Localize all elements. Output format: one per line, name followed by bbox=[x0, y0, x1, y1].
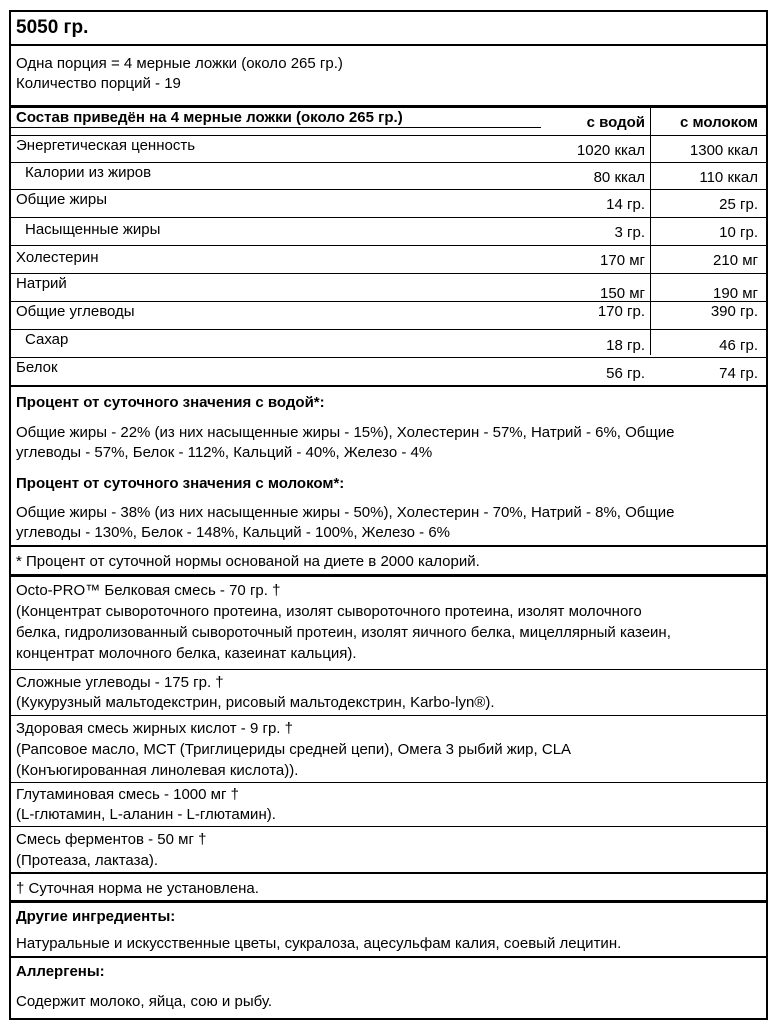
value-milk: 10 гр. bbox=[719, 224, 758, 241]
table-row bbox=[11, 136, 766, 163]
blend-line: (Рапсовое масло, MCT (Триглицериды средней цепи), Омега 3 рыбий жир, CLA bbox=[16, 741, 572, 758]
nutrient-label: Белок bbox=[16, 359, 58, 376]
value-water: 18 гр. bbox=[606, 337, 645, 354]
value-water: 56 гр. bbox=[606, 365, 645, 382]
table-row bbox=[11, 330, 766, 358]
serving-size: Одна порция = 4 мерные ложки (около 265 гр.) bbox=[16, 55, 343, 72]
nutrition-facts-panel bbox=[9, 10, 768, 1020]
other-ingredients bbox=[11, 903, 766, 958]
blend-line: (Конъюгированная линолевая кислота)). bbox=[16, 762, 299, 779]
blend-line: (Протеаза, лактаза). bbox=[16, 852, 158, 869]
allergens-heading: Аллергены: bbox=[16, 963, 105, 980]
servings-count: Количество порций - 19 bbox=[16, 75, 181, 92]
table-row bbox=[11, 163, 766, 190]
daily-milk-line: Общие жиры - 38% (из них насыщенные жиры - 50%), Холестерин - 70%, Натрий - 8%, Общие bbox=[16, 504, 675, 521]
value-milk: 1300 ккал bbox=[689, 142, 758, 159]
title-row bbox=[11, 12, 766, 46]
value-milk: 190 мг bbox=[713, 285, 758, 302]
table-row bbox=[11, 274, 766, 302]
blend-line: концентрат молочного белка, казеинат кальция). bbox=[16, 645, 357, 662]
daily-water-line: углеводы - 57%, Белок - 112%, Кальций - 40%, Железо - 4% bbox=[16, 444, 433, 461]
blend-line: (Концентрат сывороточного протеина, изолят сывороточного протеина, изолят молочного bbox=[16, 603, 642, 620]
table-row bbox=[11, 358, 766, 387]
product-weight: 5050 гр. bbox=[16, 17, 89, 38]
blend-block bbox=[11, 827, 766, 874]
blend-block bbox=[11, 670, 766, 716]
table-row bbox=[11, 302, 766, 330]
serving-info bbox=[11, 46, 766, 108]
nutrient-label: Энергетическая ценность bbox=[16, 137, 196, 154]
blend-block bbox=[11, 783, 766, 827]
nutrient-label: Насыщенные жиры bbox=[25, 221, 161, 238]
value-water: 150 мг bbox=[600, 285, 645, 302]
value-milk: 74 гр. bbox=[719, 365, 758, 382]
column-header-water: с водой bbox=[586, 114, 645, 131]
value-water: 170 мг bbox=[600, 252, 645, 269]
nutrient-label: Натрий bbox=[16, 275, 67, 292]
nutrient-label: Общие жиры bbox=[16, 191, 108, 208]
blend-line: Сложные углеводы - 175 гр. † bbox=[16, 674, 224, 691]
daily-milk-heading: Процент от суточного значения с молоком*: bbox=[16, 475, 345, 492]
value-milk: 110 ккал bbox=[699, 169, 758, 186]
allergens-text: Содержит молоко, яйца, сою и рыбу. bbox=[16, 993, 273, 1010]
column-header-milk: с молоком bbox=[679, 114, 758, 131]
footnote-star bbox=[11, 547, 766, 577]
daily-water-line: Общие жиры - 22% (из них насыщенные жиры - 15%), Холестерин - 57%, Натрий - 6%, Общие bbox=[16, 424, 675, 441]
table-row bbox=[11, 246, 766, 274]
value-water: 80 ккал bbox=[593, 169, 645, 186]
value-water: 3 гр. bbox=[614, 224, 645, 241]
blend-line: (L-глютамин, L-аланин - L-глютамин). bbox=[16, 806, 276, 823]
value-water: 14 гр. bbox=[606, 196, 645, 213]
table-row bbox=[11, 190, 766, 218]
value-water: 170 гр. bbox=[597, 303, 645, 320]
value-milk: 390 гр. bbox=[710, 303, 758, 320]
daily-milk-line: углеводы - 130%, Белок - 148%, Кальций - 100%, Железо - 6% bbox=[16, 524, 451, 541]
blend-block bbox=[11, 577, 766, 670]
value-milk: 25 гр. bbox=[719, 196, 758, 213]
nutrient-label: Калории из жиров bbox=[25, 164, 152, 181]
caption-underline bbox=[11, 127, 541, 128]
allergens bbox=[11, 958, 766, 1018]
value-water: 1020 ккал bbox=[576, 142, 645, 159]
table-header bbox=[11, 108, 766, 136]
value-milk: 210 мг bbox=[713, 252, 758, 269]
blend-line: Глутаминовая смесь - 1000 мг † bbox=[16, 786, 239, 803]
footnote-dagger bbox=[11, 874, 766, 903]
nutrient-label: Холестерин bbox=[16, 249, 99, 266]
blend-line: белка, гидролизованный сывороточный протеин, изолят яичного белка, мицеллярный казеин, bbox=[16, 624, 671, 641]
table-caption: Состав приведён на 4 мерные ложки (около 265 гр.) bbox=[16, 109, 403, 126]
other-ingredients-heading: Другие ингредиенты: bbox=[16, 908, 176, 925]
other-ingredients-text: Натуральные и искусственные цветы, сукралоза, ацесульфам калия, соевый лецитин. bbox=[16, 935, 622, 952]
footnote-dagger-text: † Суточная норма не установлена. bbox=[16, 880, 259, 897]
daily-value-section bbox=[11, 387, 766, 547]
nutrient-label: Общие углеводы bbox=[16, 303, 135, 320]
blend-block bbox=[11, 716, 766, 783]
blend-line: Смесь ферментов - 50 мг † bbox=[16, 831, 207, 848]
table-row bbox=[11, 218, 766, 246]
blend-line: (Кукурузный мальтодекстрин, рисовый мальтодекстрин, Karbo-lyn®). bbox=[16, 694, 495, 711]
nutrient-label: Сахар bbox=[25, 331, 69, 348]
blend-line: Octo-PRO™ Белковая смесь - 70 гр. † bbox=[16, 582, 281, 599]
value-milk: 46 гр. bbox=[719, 337, 758, 354]
footnote-star-text: * Процент от суточной нормы основаной на диете в 2000 калорий. bbox=[16, 553, 480, 570]
daily-water-heading: Процент от суточного значения с водой*: bbox=[16, 394, 325, 411]
blend-line: Здоровая смесь жирных кислот - 9 гр. † bbox=[16, 720, 293, 737]
